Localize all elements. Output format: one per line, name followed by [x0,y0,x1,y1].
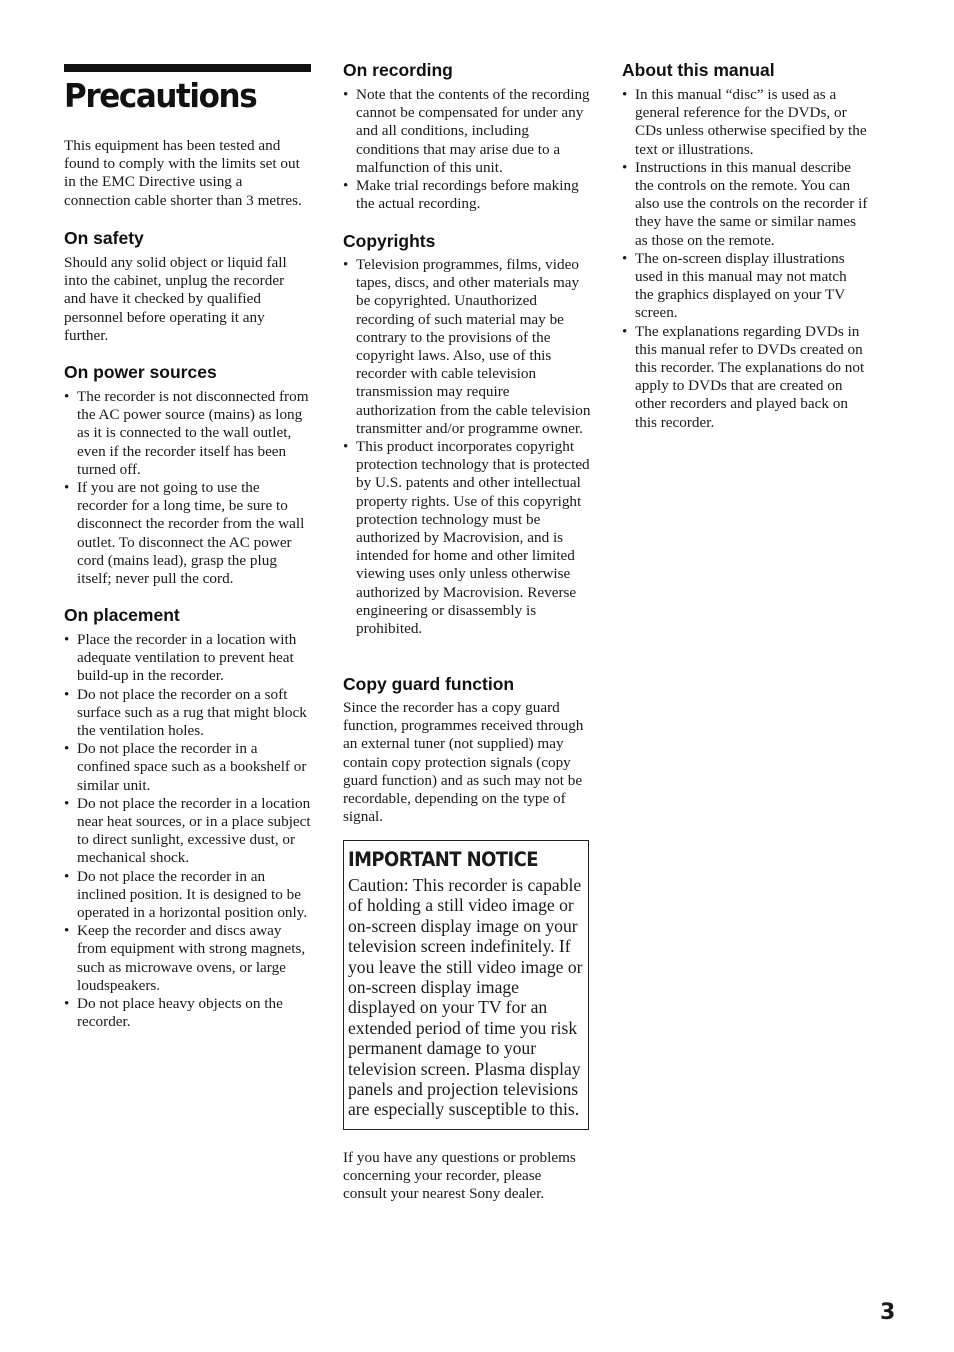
important-notice-box [343,840,589,1130]
on-safety-heading: On safety [64,228,144,248]
about-manual-heading: About this manual [622,60,775,80]
on-power-sources-heading: On power sources [64,362,217,382]
on-placement-list [64,631,312,1031]
list-item: • Television programmes, films, video tapes, discs, and other materials may be copyrighted. Unauthorized recording of such material may be contrary to the provisions of the copyright laws. Also, use of this recorder with cable television transmission may require authorization from the cable television transmitter and/or programme owner. [343,256,591,438]
list-item: • In this manual “disc” is used as a general reference for the DVDs, or CDs unless otherwise specified by the text or illustrations. [622,86,868,159]
on-placement-heading: On placement [64,605,180,625]
list-item: • This product incorporates copyright protection technology that is protected by U.S. patents and other intellectual property rights. Use of this copyright protection technology must be authorized by Macrovision, and is intended for home and other limited viewing uses only unless otherwise authorized by Macrovision. Reverse engineering or disassembly is prohibited. [343,438,591,638]
page-title: Precautions [64,76,257,115]
page-number: 3 [880,1300,896,1325]
copyrights-list [343,256,591,638]
list-item: • The explanations regarding DVDs in this manual refer to DVDs created on this recorder. The explanations do not apply to DVDs that are created on other recorders and played back on this recorder. [622,323,868,432]
list-item: • The recorder is not disconnected from the AC power source (mains) as long as it is connected to the wall outlet, even if the recorder itself has been turned off. [64,388,312,479]
list-item: • Note that the contents of the recording cannot be compensated for under any and all conditions, including conditions that may arise due to a malfunction of this unit. [343,86,591,177]
intro-paragraph: This equipment has been tested and found to comply with the limits set out in the EMC Directive using a connection cable shorter than 3 metres. [64,137,302,209]
list-item: • Make trial recordings before making the actual recording. [343,177,591,213]
list-item: • The on-screen display illustrations used in this manual may not match the graphics displayed on your TV screen. [622,250,868,323]
list-item: • Keep the recorder and discs away from equipment with strong magnets, such as microwave ovens, or large loudspeakers. [64,922,312,995]
copyrights-heading: Copyrights [343,231,436,251]
copy-guard-heading: Copy guard function [343,674,515,694]
list-item: • Do not place the recorder in a confined space such as a bookshelf or similar unit. [64,740,312,795]
list-item: • Do not place the recorder on a soft surface such as a rug that might block the ventilation holes. [64,686,312,741]
list-item: • Instructions in this manual describe the controls on the remote. You can also use the controls on the recorder if they have the same or similar names as those on the remote. [622,159,868,250]
title-rule [64,64,311,72]
contact-note: If you have any questions or problems concerning your recorder, please consult your nearest Sony dealer. [343,1149,576,1203]
on-recording-heading: On recording [343,60,453,80]
list-item: • Place the recorder in a location with adequate ventilation to prevent heat build-up in the recorder. [64,631,312,686]
about-manual-list [622,86,868,432]
important-notice-text: Caution: This recorder is capable of holding a still video image or on-screen display image on your television screen indefinitely. If you leave the still video image or on-screen display image displayed on your TV for an extended period of time you risk permanent damage to your television screen. Plasma display panels and projection televisions are especially susceptible to this. [348,875,583,1120]
list-item: • Do not place the recorder in an inclined position. It is designed to be operated in a horizontal position only. [64,868,312,923]
list-item: • If you are not going to use the recorder for a long time, be sure to disconnect the recorder from the wall outlet. To disconnect the AC power cord (mains lead), grasp the plug itself; never pull the cord. [64,479,312,588]
important-notice-title: IMPORTANT NOTICE [348,848,538,871]
list-item: • Do not place heavy objects on the recorder. [64,995,312,1031]
list-item: • Do not place the recorder in a location near heat sources, or in a place subject to direct sunlight, excessive dust, or mechanical shock. [64,795,312,868]
copy-guard-text: Since the recorder has a copy guard function, programmes received through an external tuner (not supplied) may contain copy protection signals (copy guard function) and as such may not be recordable, depending on the type of signal. [343,699,584,826]
on-recording-list [343,86,591,213]
on-power-sources-list [64,388,312,588]
on-safety-text: Should any solid object or liquid fall into the cabinet, unplug the recorder and have it checked by qualified personnel before operating it any further. [64,254,287,344]
